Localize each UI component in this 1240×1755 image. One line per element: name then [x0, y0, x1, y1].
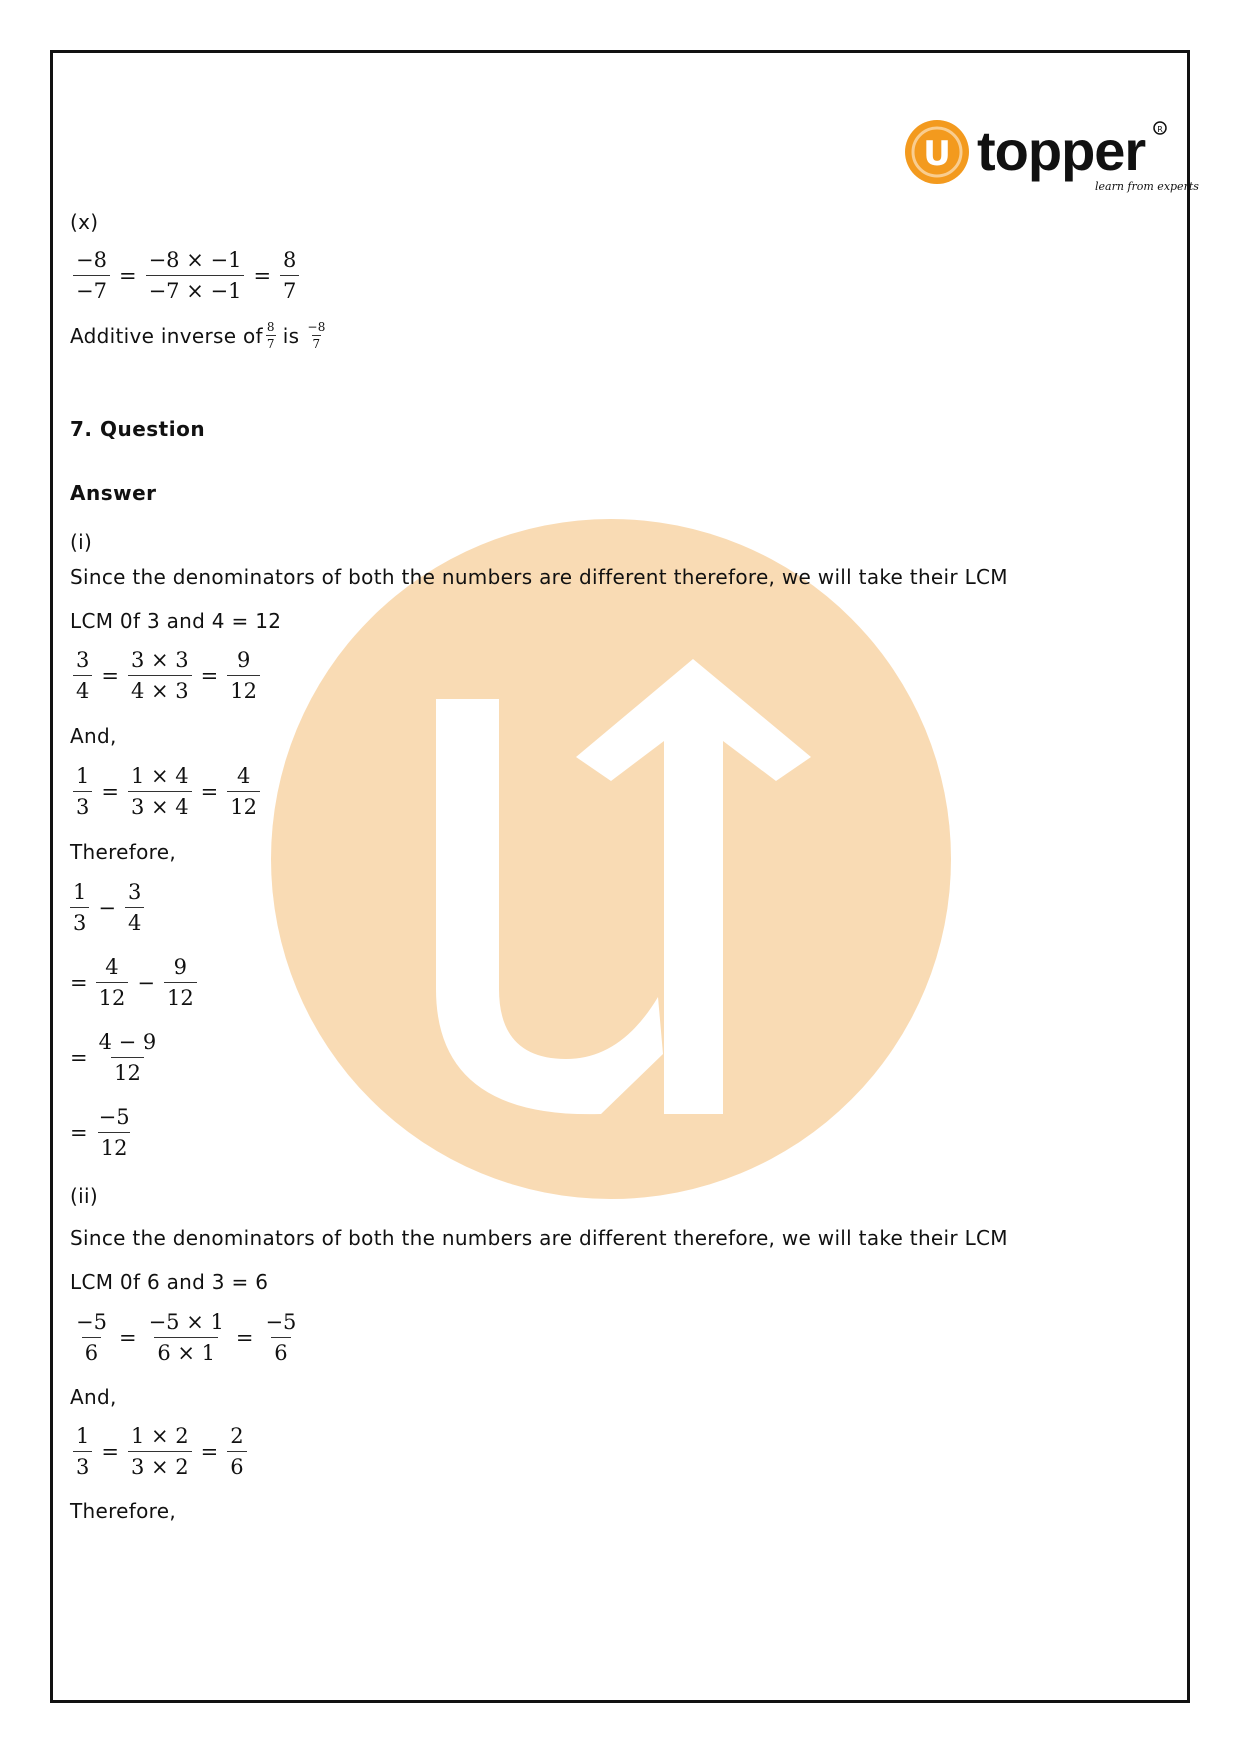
answer-heading: Answer — [70, 481, 157, 505]
svg-text:U: U — [923, 134, 951, 174]
equation: $\frac{3}{4}$ = $\frac{3 \times 3}{4 \times 3}$ = $\frac{9}{12}$ — [70, 648, 263, 703]
and-text: And, — [70, 724, 117, 748]
additive-inverse-line: Additive inverse of $\frac{8}{7}$ is $\frac{-8}{7}$ — [70, 320, 326, 351]
sentence: Since the denominators of both the numbers are different therefore, we will take their LCM — [70, 565, 1008, 589]
lcm-line: LCM 0f 6 and 3 = 6 — [70, 1270, 269, 1294]
therefore-text: Therefore, — [70, 840, 177, 864]
equation: $\frac{-5}{6}$ = $\frac{-5 \times 1}{6 \times 1}$ = $\frac{-5}{6}$ — [76, 1310, 297, 1365]
svg-text:R: R — [1157, 125, 1163, 134]
logo-text: topper — [977, 119, 1146, 182]
question-heading: 7. Question — [70, 417, 206, 441]
step: $\frac{1}{3}$ − $\frac{3}{4}$ — [70, 880, 147, 935]
equation: $\frac{1}{3}$ = $\frac{1 \times 2}{3 \times 2}$ = $\frac{2}{6}$ — [70, 1424, 250, 1479]
logo-mark-icon — [905, 120, 969, 184]
equation-x: $\frac{-8}{-7}$ = $\frac{-8 \times -1}{-7 \times -1}$ = $\frac{8}{7}$ — [70, 248, 302, 303]
part-label: (x) — [70, 210, 99, 234]
equation: $\frac{1}{3}$ = $\frac{1 \times 4}{3 \times 4}$ = $\frac{4}{12}$ — [70, 764, 263, 819]
watermark-logo — [271, 519, 951, 1199]
logo-tagline: learn from experts — [1095, 180, 1199, 193]
sentence: Since the denominators of both the numbers are different therefore, we will take their LCM — [70, 1226, 1008, 1250]
part-label: (i) — [70, 530, 93, 554]
step: = $\frac{4}{12}$ − $\frac{9}{12}$ — [70, 955, 200, 1010]
part-label: (ii) — [70, 1184, 98, 1208]
and-text: And, — [70, 1385, 117, 1409]
step: = $\frac{-5}{12}$ — [70, 1105, 130, 1160]
brand-logo — [905, 118, 1199, 198]
therefore-text: Therefore, — [70, 1499, 177, 1523]
step: = $\frac{4 - 9}{12}$ — [70, 1030, 157, 1085]
lcm-line: LCM 0f 3 and 4 = 12 — [70, 609, 282, 633]
